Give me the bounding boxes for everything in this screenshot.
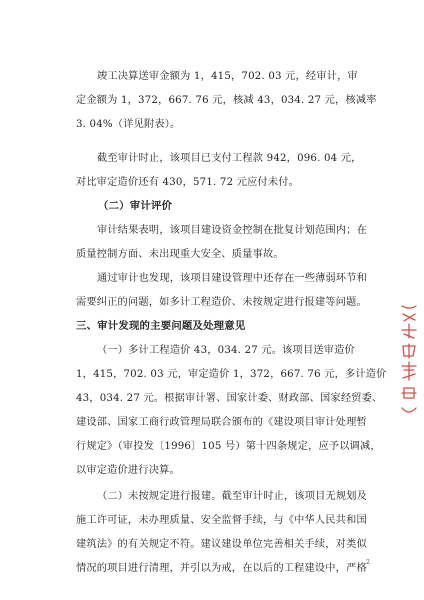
page-number: 2 [366, 558, 371, 566]
paragraph-line: 审计结果表明，该项目建设资金控制在批复计划范围内；在 [97, 225, 368, 236]
paragraph-line: 以审定造价进行决算。 [76, 465, 180, 476]
paragraph-line: （一）多计工程造价 43，034. 27 元。该项目送审造价 [97, 345, 355, 356]
paragraph-line: 行规定》（审投发〔1996〕105 号）第十四条规定，应予以调减， [76, 441, 381, 452]
paragraph-line: 竣工决算送审金额为 1，415，702. 03 元，经审计，审 [97, 71, 358, 82]
section-heading-main-issues: 三、审计发现的主要问题及处理意见 [76, 320, 246, 332]
paragraph-line: （二）未按规定进行报建。截至审计时止，该项目无规划及 [97, 491, 368, 502]
paragraph-line: 通过审计也发现，该项目建设管理中还存在一些薄弱环节和 [97, 273, 368, 284]
seal-stamp-icon [398, 300, 420, 420]
paragraph-line: 截至审计时止，该项目已支付工程款 942，096. 04 元， [97, 153, 362, 164]
paragraph-line: 对比审定造价还有 430，571. 72 元应付未付。 [76, 177, 300, 188]
paragraph-line: 建设部、国家工商行政管理局联合颁布的《建设项目审计处理暂 [76, 417, 367, 428]
paragraph-line: 1，415，702. 03 元，审定造价 1，372，667. 76 元，多计造价 [76, 369, 387, 380]
paragraph-line: 需要纠正的问题，如多计工程造价、未按规定进行报建等问题。 [76, 297, 367, 308]
paragraph-line: 建筑法》的有关规定不符。建议建设单位完善相关手续，对类似 [76, 539, 367, 550]
paragraph-line: 施工许可证，未办理质量、安全监督手续，与《中华人民共和国 [76, 515, 367, 526]
paragraph-line: 定金额为 1，372，667. 76 元，核减 43，034. 27 元，核减率 [76, 95, 377, 106]
section-heading-audit-evaluation: （二）审计评价 [98, 200, 173, 212]
paragraph-line: 43，034. 27 元。根据审计署、国家计委、财政部、国家经贸委、 [76, 393, 383, 404]
paragraph-line: 情况的项目进行清理，并引以为戒，在以后的工程建设中，严格 [76, 563, 367, 574]
paragraph-line: 3. 04%（详见附表）。 [76, 119, 181, 130]
paragraph-line: 质量控制方面、未出现重大安全、质量事故。 [76, 249, 284, 260]
